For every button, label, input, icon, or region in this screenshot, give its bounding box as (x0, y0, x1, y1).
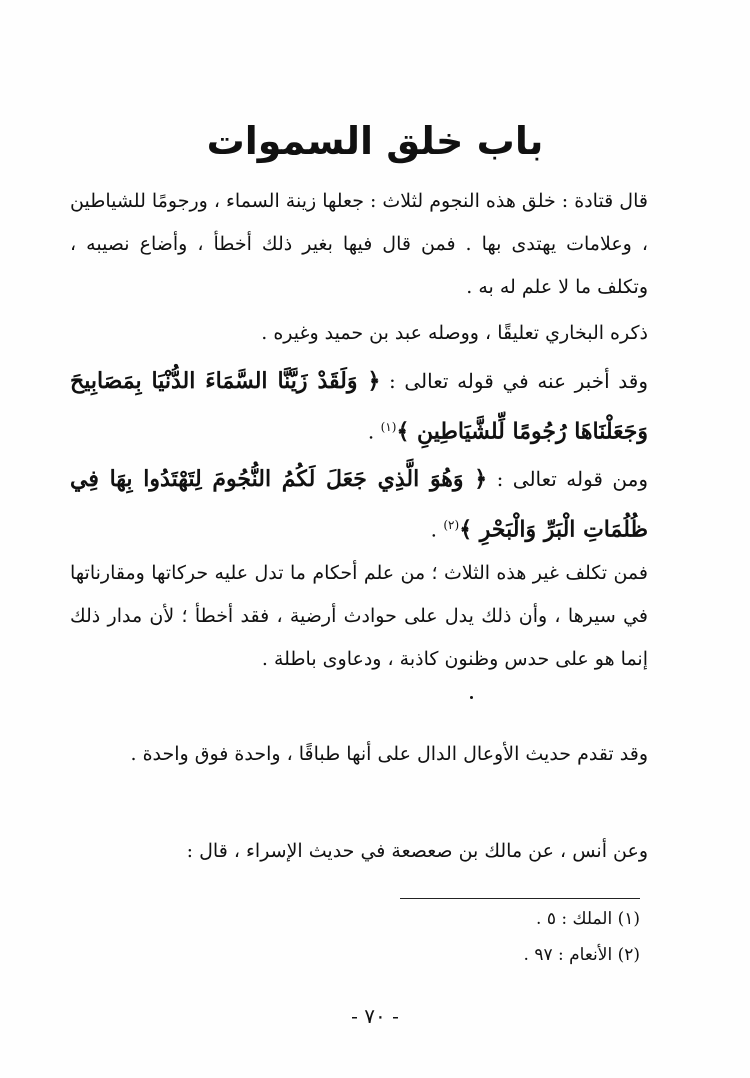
footnote-1: (١) الملك : ٥ . (536, 909, 640, 929)
paragraph-awal: وقد تقدم حديث الأوعال الدال على أنها طباقًا ، واحدة فوق واحدة . (130, 743, 648, 765)
paragraph-bukhari: ذكره البخاري تعليقًا ، ووصله عبد بن حميد وغيره . (261, 322, 648, 344)
verse-intro: ومن قوله تعالى : (487, 467, 649, 491)
quran-verse-mulk: ﴿ وَلَقَدْ زَيَّنَّا السَّمَاءَ الدُّنْيَا بِمَصَابِيحَ وَجَعَلْنَاهَا رُجُومًا لِّلشَّيَاطِينِ ﴾ (70, 368, 648, 445)
verse-intro: وقد أخبر عنه في قوله تعالى : (380, 369, 648, 393)
footnote-divider (400, 898, 640, 899)
footnote-ref-2: (٢) (443, 518, 460, 532)
paragraph-anas: وعن أنس ، عن مالك بن صعصعة في حديث الإسراء ، قال : (186, 840, 648, 862)
chapter-title: باب خلق السموات (206, 119, 544, 163)
paragraph-verse-mulk: وقد أخبر عنه في قوله تعالى : ﴿ وَلَقَدْ زَيَّنَّا السَّمَاءَ الدُّنْيَا بِمَصَابِيحَ وَجَعَلْنَاهَا رُجُومًا لِّلشَّيَاطِينِ ﴾$^{(١)}$ . (70, 368, 648, 445)
paragraph-astrology: فمن تكلف غير هذه الثلاث ؛ من علم أحكام ما تدل عليه حركاتها ومقارناتها في سيرها ، وأن ذلك يدل على حوادث أرضية ، فقد أخطأ ؛ لأن مدار ذلك إنما هو على حدس وظنون كاذبة ، ودعاوى باطلة . (70, 562, 648, 670)
quran-verse-anam: ﴿ وَهُوَ الَّذِي جَعَلَ لَكُمُ النُّجُومَ لِتَهْتَدُوا بِهَا فِي ظُلُمَاتِ الْبَرِّ وَالْبَحْرِ ﴾ (70, 466, 648, 543)
paragraph-verse-anam: ومن قوله تعالى : ﴿ وَهُوَ الَّذِي جَعَلَ لَكُمُ النُّجُومَ لِتَهْتَدُوا بِهَا فِي ظُلُمَاتِ الْبَرِّ وَالْبَحْرِ ﴾$^{(٢)}$ . (70, 466, 649, 543)
paragraph-qatada: قال قتادة : خلق هذه النجوم لثلاث : جعلها زينة السماء ، ورجومًا للشياطين ، وعلامات يهتدى بها . فمن قال فيها بغير ذلك أخطأ ، وأضاع نصيبه ، وتكلف ما لا علم له به . (70, 190, 648, 298)
ink-dot (470, 696, 473, 699)
footnote-2: (٢) الأنعام : ٩٧ . (523, 945, 640, 965)
footnote-ref-1: (١) (380, 420, 397, 434)
page-number: - ٧٠ - (351, 1004, 399, 1028)
